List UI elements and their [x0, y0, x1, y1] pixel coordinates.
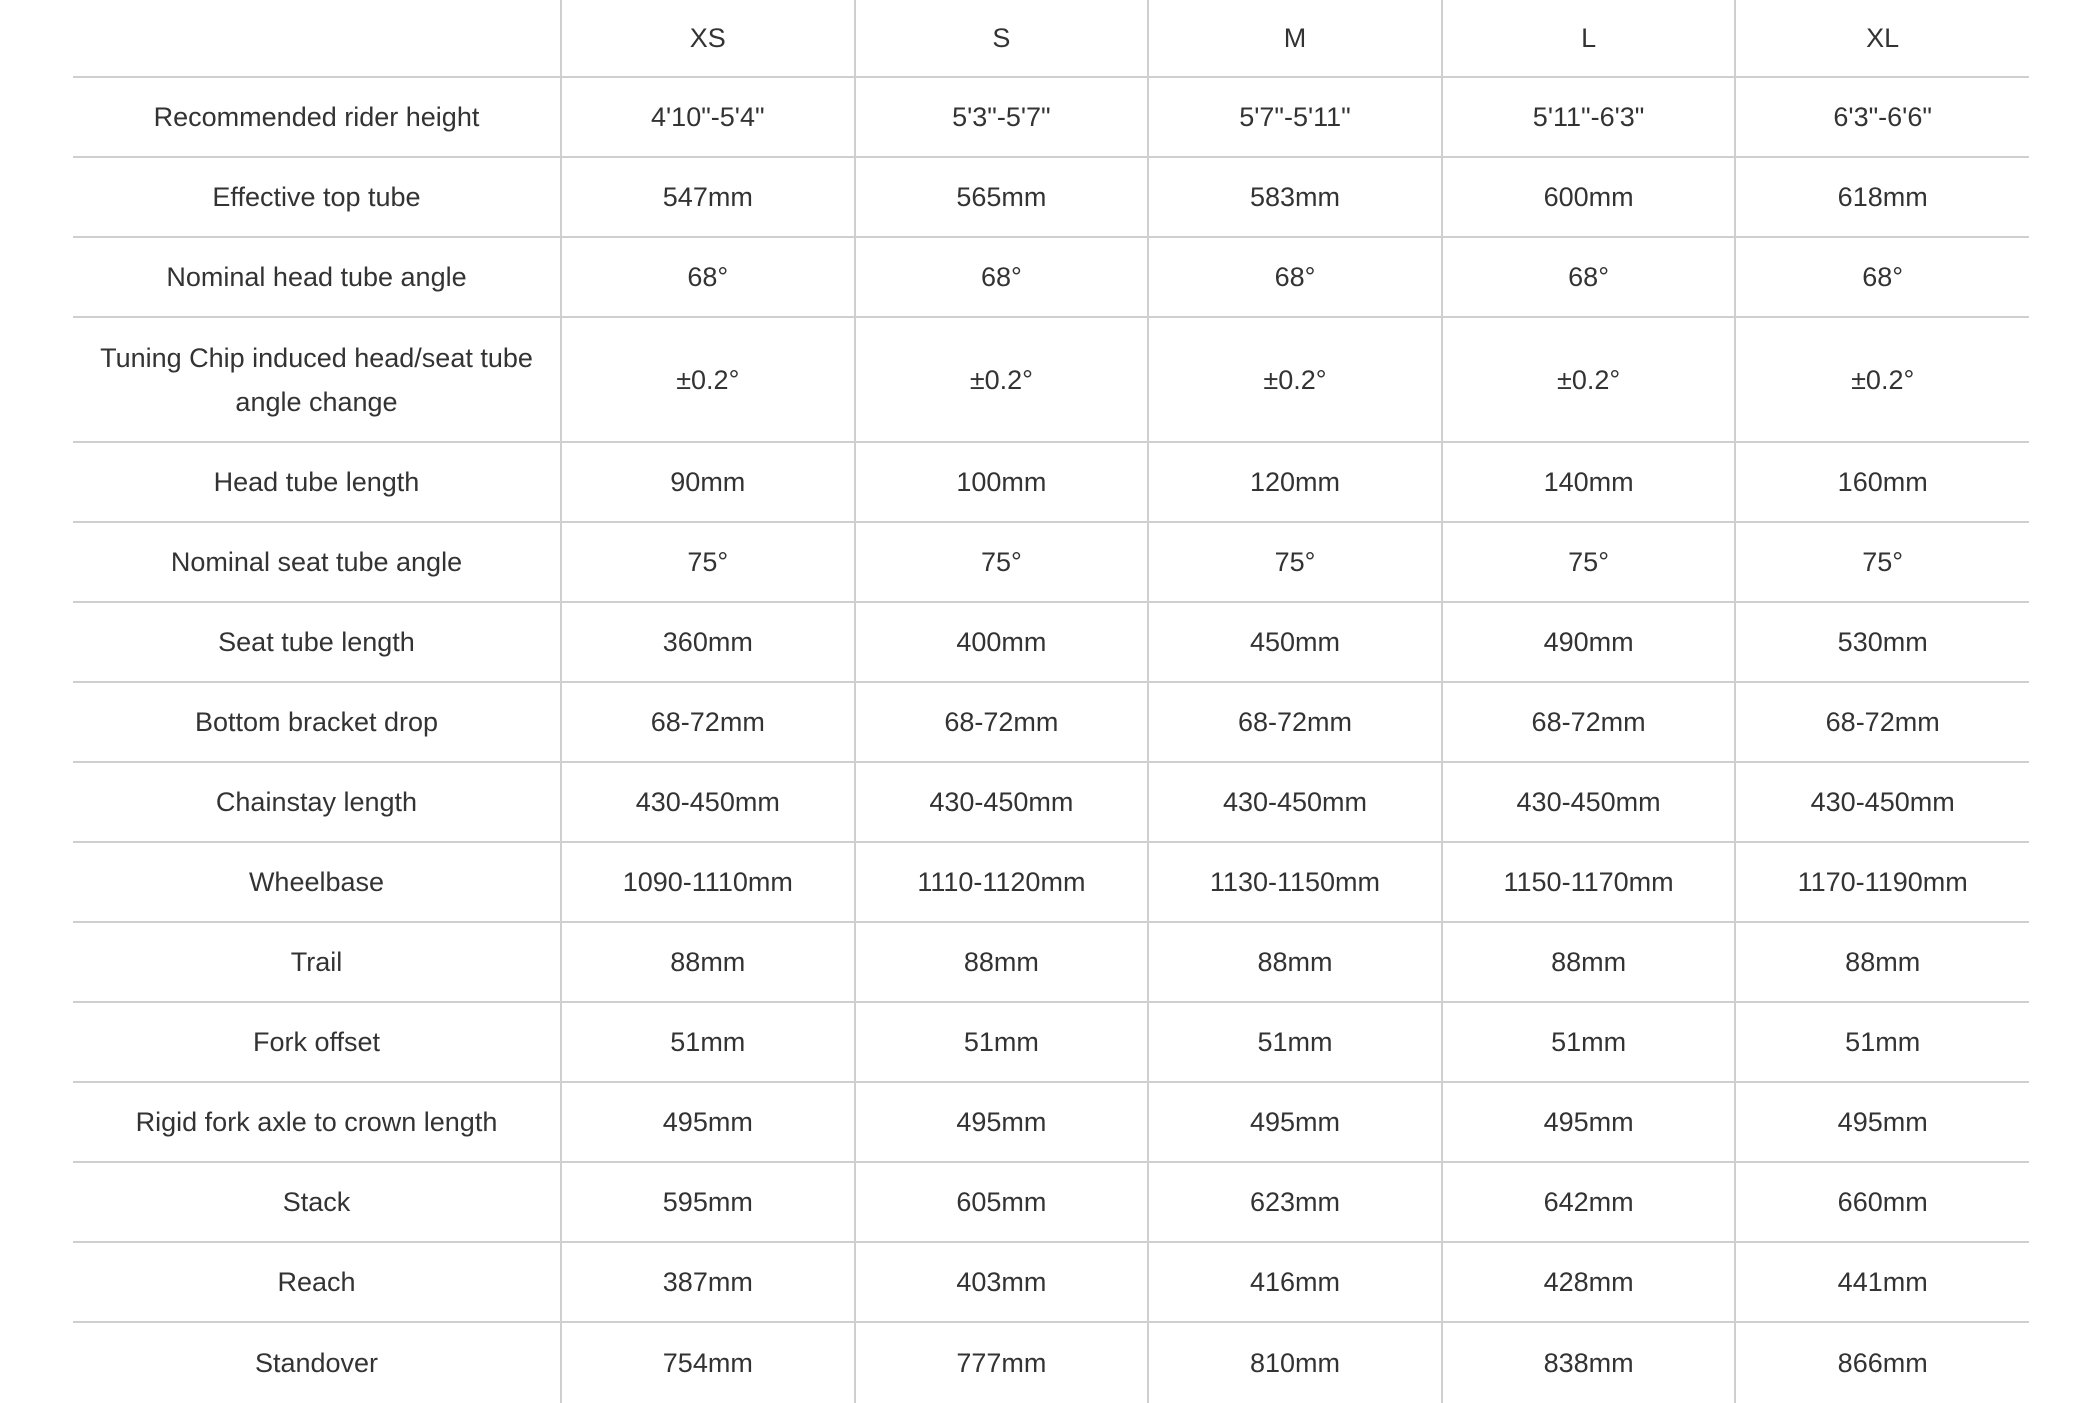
table-cell: 490mm	[1442, 602, 1736, 682]
table-cell: 75°	[855, 522, 1149, 602]
table-cell: 88mm	[1148, 922, 1442, 1002]
size-header-xs: XS	[561, 0, 855, 77]
row-label: Chainstay length	[73, 762, 561, 842]
size-header-s: S	[855, 0, 1149, 77]
table-cell: 68-72mm	[855, 682, 1149, 762]
table-row	[73, 1162, 2029, 1242]
table-row	[73, 157, 2029, 237]
table-row	[73, 522, 2029, 602]
row-label: Wheelbase	[73, 842, 561, 922]
table-cell: 1170-1190mm	[1735, 842, 2029, 922]
table-cell: 430-450mm	[561, 762, 855, 842]
table-cell: 623mm	[1148, 1162, 1442, 1242]
table-cell: 642mm	[1442, 1162, 1736, 1242]
row-label: Effective top tube	[73, 157, 561, 237]
table-cell: 160mm	[1735, 442, 2029, 522]
row-label: Head tube length	[73, 442, 561, 522]
table-cell: 430-450mm	[855, 762, 1149, 842]
table-cell: 530mm	[1735, 602, 2029, 682]
row-label: Tuning Chip induced head/seat tube angle change	[73, 317, 561, 442]
table-cell: 4'10"-5'4"	[561, 77, 855, 157]
table-cell: 430-450mm	[1442, 762, 1736, 842]
table-cell: 547mm	[561, 157, 855, 237]
table-cell: 450mm	[1148, 602, 1442, 682]
table-cell: 387mm	[561, 1242, 855, 1322]
table-body	[73, 77, 2029, 1403]
row-label: Trail	[73, 922, 561, 1002]
table-cell: 403mm	[855, 1242, 1149, 1322]
row-label: Recommended rider height	[73, 77, 561, 157]
table-cell: 595mm	[561, 1162, 855, 1242]
table-cell: 51mm	[561, 1002, 855, 1082]
table-cell: 1130-1150mm	[1148, 842, 1442, 922]
table-cell: 583mm	[1148, 157, 1442, 237]
table-cell: 68°	[1442, 237, 1736, 317]
geometry-table-container	[73, 0, 2029, 1403]
table-cell: 88mm	[561, 922, 855, 1002]
table-cell: 75°	[1148, 522, 1442, 602]
table-cell: 1150-1170mm	[1442, 842, 1736, 922]
table-cell: ±0.2°	[1735, 317, 2029, 442]
table-cell: 90mm	[561, 442, 855, 522]
table-row	[73, 602, 2029, 682]
table-cell: 400mm	[855, 602, 1149, 682]
table-cell: 754mm	[561, 1322, 855, 1403]
table-cell: 618mm	[1735, 157, 2029, 237]
table-cell: 495mm	[561, 1082, 855, 1162]
table-cell: 88mm	[855, 922, 1149, 1002]
table-cell: ±0.2°	[1442, 317, 1736, 442]
table-cell: 51mm	[1148, 1002, 1442, 1082]
table-cell: 428mm	[1442, 1242, 1736, 1322]
table-cell: 75°	[1735, 522, 2029, 602]
table-cell: 810mm	[1148, 1322, 1442, 1403]
table-cell: 5'11"-6'3"	[1442, 77, 1736, 157]
table-cell: 68°	[561, 237, 855, 317]
table-cell: 416mm	[1148, 1242, 1442, 1322]
table-cell: ±0.2°	[561, 317, 855, 442]
table-row	[73, 682, 2029, 762]
table-cell: 777mm	[855, 1322, 1149, 1403]
header-row	[73, 0, 2029, 77]
table-cell: 660mm	[1735, 1162, 2029, 1242]
row-label: Stack	[73, 1162, 561, 1242]
table-row	[73, 442, 2029, 522]
row-label: Rigid fork axle to crown length	[73, 1082, 561, 1162]
table-cell: 5'3"-5'7"	[855, 77, 1149, 157]
table-cell: 565mm	[855, 157, 1149, 237]
table-cell: 600mm	[1442, 157, 1736, 237]
row-label: Fork offset	[73, 1002, 561, 1082]
table-cell: ±0.2°	[1148, 317, 1442, 442]
size-header-xl: XL	[1735, 0, 2029, 77]
table-cell: 430-450mm	[1148, 762, 1442, 842]
table-header	[73, 0, 2029, 77]
table-cell: 430-450mm	[1735, 762, 2029, 842]
row-label: Bottom bracket drop	[73, 682, 561, 762]
table-cell: 88mm	[1735, 922, 2029, 1002]
table-cell: 68-72mm	[1735, 682, 2029, 762]
table-cell: 495mm	[1148, 1082, 1442, 1162]
table-row	[73, 317, 2029, 442]
table-cell: 495mm	[1442, 1082, 1736, 1162]
table-cell: 75°	[561, 522, 855, 602]
table-cell: 51mm	[855, 1002, 1149, 1082]
row-label: Nominal head tube angle	[73, 237, 561, 317]
row-label: Standover	[254, 1348, 379, 1378]
table-cell: 75°	[1442, 522, 1736, 602]
table-cell: 495mm	[1735, 1082, 2029, 1162]
row-label: Nominal seat tube angle	[73, 522, 561, 602]
table-cell: 495mm	[855, 1082, 1149, 1162]
row-label: Seat tube length	[73, 602, 561, 682]
table-cell: 51mm	[1442, 1002, 1736, 1082]
table-cell: 88mm	[1442, 922, 1736, 1002]
header-cell-empty	[73, 0, 561, 77]
table-cell: 51mm	[1735, 1002, 2029, 1082]
table-row	[73, 762, 2029, 842]
table-cell: 100mm	[855, 442, 1149, 522]
table-cell: 5'7"-5'11"	[1148, 77, 1442, 157]
geometry-table	[73, 0, 2029, 1403]
table-row	[73, 922, 2029, 1002]
size-header-l: L	[1442, 0, 1736, 77]
table-cell: 838mm	[1442, 1322, 1736, 1403]
table-cell: 1090-1110mm	[561, 842, 855, 922]
table-row	[73, 1002, 2029, 1082]
table-cell: 68°	[855, 237, 1149, 317]
table-row	[73, 77, 2029, 157]
table-cell: 360mm	[561, 602, 855, 682]
table-cell: 68°	[1148, 237, 1442, 317]
table-cell: 605mm	[855, 1162, 1149, 1242]
table-cell: 68-72mm	[561, 682, 855, 762]
table-row	[73, 1082, 2029, 1162]
table-cell: 866mm	[1735, 1322, 2029, 1403]
table-row	[73, 1322, 2029, 1403]
table-cell: 6'3"-6'6"	[1735, 77, 2029, 157]
size-header-m: M	[1148, 0, 1442, 77]
table-cell: 1110-1120mm	[855, 842, 1149, 922]
row-label: Reach	[73, 1242, 561, 1322]
table-row	[73, 1242, 2029, 1322]
table-row	[73, 237, 2029, 317]
table-cell: 68°	[1735, 237, 2029, 317]
table-cell: 120mm	[1148, 442, 1442, 522]
table-row	[73, 842, 2029, 922]
table-cell: 68-72mm	[1148, 682, 1442, 762]
table-cell: 140mm	[1442, 442, 1736, 522]
table-cell: ±0.2°	[855, 317, 1149, 442]
table-cell: 68-72mm	[1442, 682, 1736, 762]
table-cell: 441mm	[1735, 1242, 2029, 1322]
